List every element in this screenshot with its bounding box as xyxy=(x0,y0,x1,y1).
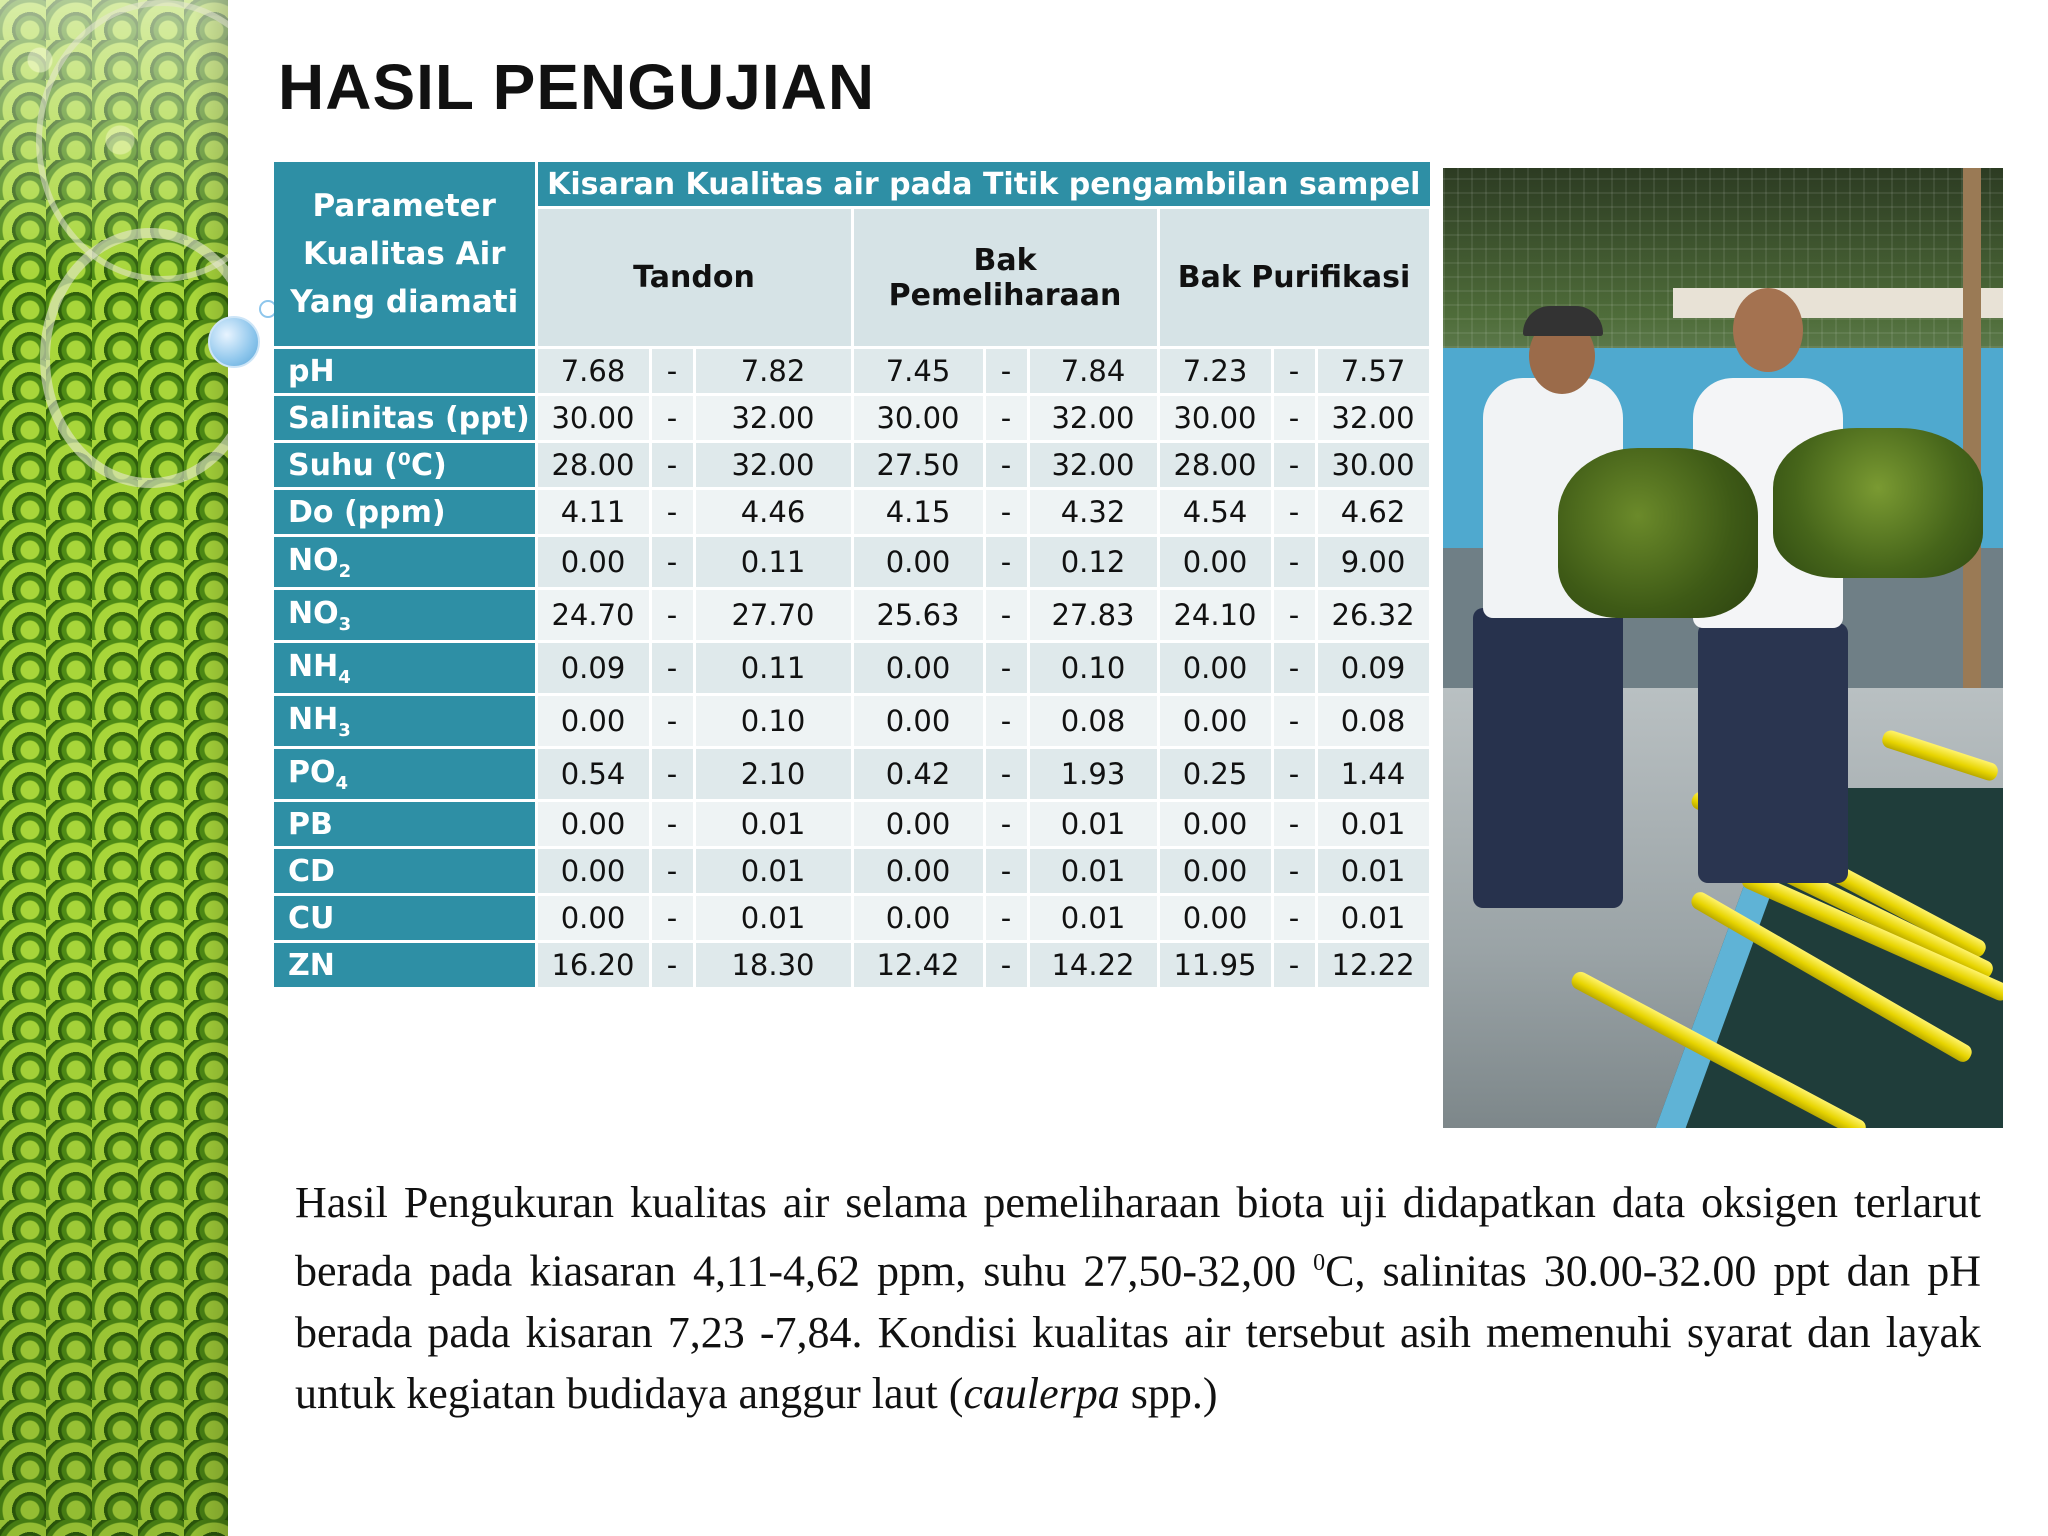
table-row xyxy=(274,942,1430,989)
range-separator: - xyxy=(650,589,694,642)
value-min-tandon: 7.68 xyxy=(536,348,650,395)
value-max-pemeliharaan: 32.00 xyxy=(1028,442,1158,489)
range-separator: - xyxy=(650,348,694,395)
table-row xyxy=(274,695,1430,748)
table-row xyxy=(274,536,1430,589)
value-min-purifikasi: 0.00 xyxy=(1158,895,1272,942)
value-max-pemeliharaan: 0.08 xyxy=(1028,695,1158,748)
range-separator: - xyxy=(650,695,694,748)
table-row xyxy=(274,642,1430,695)
value-max-tandon: 32.00 xyxy=(694,442,852,489)
table-row xyxy=(274,801,1430,848)
param-subscript: 4 xyxy=(335,772,349,794)
range-separator: - xyxy=(1272,536,1316,589)
param-cell xyxy=(274,489,536,536)
range-separator: - xyxy=(650,642,694,695)
param-cell xyxy=(274,801,536,848)
value-min-purifikasi: 4.54 xyxy=(1158,489,1272,536)
param-cell xyxy=(274,536,536,589)
range-separator: - xyxy=(650,395,694,442)
param-name: CD xyxy=(288,853,335,889)
sampling-points-header: Kisaran Kualitas air pada Titik pengambilan sampel xyxy=(536,162,1430,208)
range-separator: - xyxy=(1272,695,1316,748)
param-cell xyxy=(274,942,536,989)
value-min-purifikasi: 0.00 xyxy=(1158,801,1272,848)
value-min-tandon: 24.70 xyxy=(536,589,650,642)
range-separator: - xyxy=(984,348,1028,395)
value-max-pemeliharaan: 0.01 xyxy=(1028,801,1158,848)
value-min-pemeliharaan: 0.00 xyxy=(852,642,984,695)
value-min-tandon: 4.11 xyxy=(536,489,650,536)
value-max-pemeliharaan: 4.32 xyxy=(1028,489,1158,536)
value-min-pemeliharaan: 27.50 xyxy=(852,442,984,489)
value-max-pemeliharaan: 7.84 xyxy=(1028,348,1158,395)
value-max-purifikasi: 7.57 xyxy=(1316,348,1430,395)
table-row xyxy=(274,589,1430,642)
range-separator: - xyxy=(1272,642,1316,695)
value-max-purifikasi: 12.22 xyxy=(1316,942,1430,989)
table-row xyxy=(274,395,1430,442)
param-name: ZN xyxy=(288,947,335,983)
value-min-purifikasi: 30.00 xyxy=(1158,395,1272,442)
value-min-pemeliharaan: 0.42 xyxy=(852,748,984,801)
range-separator: - xyxy=(650,801,694,848)
summary-text: C, salinitas 30.00-32.00 ppt dan pH berada pada kisaran 7,23 -7,84. Kondisi kualitas air tersebut asih memenuhi syarat dan layak untuk kegiatan budidaya anggur laut ( xyxy=(295,1246,1982,1418)
param-cell xyxy=(274,895,536,942)
value-max-purifikasi: 30.00 xyxy=(1316,442,1430,489)
value-max-pemeliharaan: 0.01 xyxy=(1028,895,1158,942)
range-separator: - xyxy=(984,895,1028,942)
value-min-tandon: 0.00 xyxy=(536,695,650,748)
range-separator: - xyxy=(1272,895,1316,942)
param-name: PO xyxy=(288,754,336,790)
value-max-pemeliharaan: 0.12 xyxy=(1028,536,1158,589)
seaweed-decoration-sidebar xyxy=(0,0,228,1536)
value-max-pemeliharaan: 14.22 xyxy=(1028,942,1158,989)
range-separator: - xyxy=(984,695,1028,748)
value-min-purifikasi: 0.00 xyxy=(1158,536,1272,589)
table-row xyxy=(274,442,1430,489)
range-separator: - xyxy=(984,395,1028,442)
param-name: NO xyxy=(288,595,339,631)
value-max-purifikasi: 0.01 xyxy=(1316,895,1430,942)
range-separator: - xyxy=(650,895,694,942)
value-min-pemeliharaan: 7.45 xyxy=(852,348,984,395)
slide-title: HASIL PENGUJIAN xyxy=(278,51,876,123)
range-separator: - xyxy=(1272,442,1316,489)
range-separator: - xyxy=(650,489,694,536)
value-max-pemeliharaan: 32.00 xyxy=(1028,395,1158,442)
value-min-purifikasi: 0.00 xyxy=(1158,848,1272,895)
param-subscript: 4 xyxy=(338,666,351,688)
param-name: Salinitas (ppt) xyxy=(288,400,530,436)
table-row xyxy=(274,348,1430,395)
value-max-purifikasi: 0.01 xyxy=(1316,848,1430,895)
location-header-purifikasi: Bak Purifikasi xyxy=(1158,208,1430,348)
param-header-line: Kualitas Air xyxy=(302,236,506,272)
table-row xyxy=(274,489,1430,536)
value-min-tandon: 30.00 xyxy=(536,395,650,442)
value-min-tandon: 28.00 xyxy=(536,442,650,489)
table-body xyxy=(274,348,1430,989)
value-min-tandon: 0.54 xyxy=(536,748,650,801)
value-min-pemeliharaan: 0.00 xyxy=(852,848,984,895)
param-cell xyxy=(274,589,536,642)
value-min-purifikasi: 0.00 xyxy=(1158,695,1272,748)
summary-text: Hasil Pengukuran kualitas air selama pemeliharaan biota uji didapatkan data oksigen terlarut berada pada kiasaran 4,11-4,62 ppm, suhu 27,50-32,00 xyxy=(295,1178,1981,1296)
range-separator: - xyxy=(1272,589,1316,642)
param-cell xyxy=(274,748,536,801)
param-name: Suhu (⁰C) xyxy=(288,447,447,483)
range-separator: - xyxy=(984,642,1028,695)
value-min-purifikasi: 11.95 xyxy=(1158,942,1272,989)
range-separator: - xyxy=(984,801,1028,848)
value-min-pemeliharaan: 4.15 xyxy=(852,489,984,536)
param-subscript: 3 xyxy=(338,613,352,635)
value-max-pemeliharaan: 1.93 xyxy=(1028,748,1158,801)
location-header-pemeliharaan: Bak Pemeliharaan xyxy=(852,208,1158,348)
value-min-purifikasi: 24.10 xyxy=(1158,589,1272,642)
value-max-tandon: 0.01 xyxy=(694,848,852,895)
value-max-purifikasi: 32.00 xyxy=(1316,395,1430,442)
param-cell xyxy=(274,442,536,489)
param-column-header xyxy=(274,162,536,348)
range-separator: - xyxy=(650,848,694,895)
value-min-pemeliharaan: 0.00 xyxy=(852,801,984,848)
range-separator: - xyxy=(984,536,1028,589)
range-separator: - xyxy=(984,748,1028,801)
value-min-tandon: 0.00 xyxy=(536,536,650,589)
param-name: CU xyxy=(288,900,335,936)
range-separator: - xyxy=(650,942,694,989)
param-name: NH xyxy=(288,701,339,737)
param-name: Do (ppm) xyxy=(288,494,446,530)
value-max-tandon: 0.01 xyxy=(694,801,852,848)
table-row xyxy=(274,748,1430,801)
value-max-purifikasi: 0.01 xyxy=(1316,801,1430,848)
range-separator: - xyxy=(1272,748,1316,801)
range-separator: - xyxy=(1272,801,1316,848)
value-min-pemeliharaan: 0.00 xyxy=(852,536,984,589)
table-row xyxy=(274,848,1430,895)
summary-text: spp.) xyxy=(1119,1368,1218,1418)
value-min-purifikasi: 0.00 xyxy=(1158,642,1272,695)
value-max-tandon: 4.46 xyxy=(694,489,852,536)
param-subscript: 2 xyxy=(338,560,352,582)
param-cell xyxy=(274,848,536,895)
degree-superscript: 0 xyxy=(1313,1250,1326,1276)
range-separator: - xyxy=(984,442,1028,489)
value-min-tandon: 16.20 xyxy=(536,942,650,989)
param-header-line: Parameter xyxy=(312,188,496,224)
value-max-purifikasi: 0.09 xyxy=(1316,642,1430,695)
value-min-purifikasi: 7.23 xyxy=(1158,348,1272,395)
param-cell xyxy=(274,395,536,442)
param-cell xyxy=(274,348,536,395)
value-max-tandon: 18.30 xyxy=(694,942,852,989)
value-max-tandon: 2.10 xyxy=(694,748,852,801)
value-min-purifikasi: 0.25 xyxy=(1158,748,1272,801)
value-min-pemeliharaan: 30.00 xyxy=(852,395,984,442)
param-name: NH xyxy=(288,648,339,684)
param-subscript: 3 xyxy=(338,719,351,741)
range-separator: - xyxy=(1272,395,1316,442)
decorative-bubble xyxy=(208,316,260,368)
value-max-pemeliharaan: 0.10 xyxy=(1028,642,1158,695)
range-separator: - xyxy=(650,442,694,489)
param-header-line: Yang diamati xyxy=(290,284,519,320)
value-min-pemeliharaan: 0.00 xyxy=(852,695,984,748)
value-max-tandon: 27.70 xyxy=(694,589,852,642)
range-separator: - xyxy=(984,942,1028,989)
param-name: pH xyxy=(288,353,335,389)
value-min-pemeliharaan: 12.42 xyxy=(852,942,984,989)
value-min-tandon: 0.00 xyxy=(536,895,650,942)
value-max-purifikasi: 26.32 xyxy=(1316,589,1430,642)
range-separator: - xyxy=(1272,848,1316,895)
value-min-tandon: 0.09 xyxy=(536,642,650,695)
value-max-purifikasi: 9.00 xyxy=(1316,536,1430,589)
param-cell xyxy=(274,642,536,695)
range-separator: - xyxy=(650,748,694,801)
species-name: caulerpa xyxy=(963,1368,1120,1418)
value-max-pemeliharaan: 27.83 xyxy=(1028,589,1158,642)
value-max-tandon: 7.82 xyxy=(694,348,852,395)
value-min-tandon: 0.00 xyxy=(536,848,650,895)
value-max-purifikasi: 1.44 xyxy=(1316,748,1430,801)
range-separator: - xyxy=(1272,942,1316,989)
location-header-tandon: Tandon xyxy=(536,208,852,348)
water-quality-table xyxy=(274,162,1432,990)
value-min-pemeliharaan: 25.63 xyxy=(852,589,984,642)
table-row xyxy=(274,895,1430,942)
value-max-purifikasi: 0.08 xyxy=(1316,695,1430,748)
value-min-tandon: 0.00 xyxy=(536,801,650,848)
range-separator: - xyxy=(984,589,1028,642)
seaweed-harvest-photo xyxy=(1443,168,2003,1128)
value-max-tandon: 0.11 xyxy=(694,536,852,589)
value-max-tandon: 32.00 xyxy=(694,395,852,442)
value-max-pemeliharaan: 0.01 xyxy=(1028,848,1158,895)
value-min-purifikasi: 28.00 xyxy=(1158,442,1272,489)
param-cell xyxy=(274,695,536,748)
param-name: NO xyxy=(288,542,339,578)
summary-paragraph xyxy=(295,1172,1981,1424)
range-separator: - xyxy=(984,848,1028,895)
range-separator: - xyxy=(1272,489,1316,536)
range-separator: - xyxy=(1272,348,1316,395)
value-max-tandon: 0.01 xyxy=(694,895,852,942)
value-max-purifikasi: 4.62 xyxy=(1316,489,1430,536)
value-max-tandon: 0.10 xyxy=(694,695,852,748)
range-separator: - xyxy=(650,536,694,589)
param-name: PB xyxy=(288,806,333,842)
range-separator: - xyxy=(984,489,1028,536)
value-max-tandon: 0.11 xyxy=(694,642,852,695)
value-min-pemeliharaan: 0.00 xyxy=(852,895,984,942)
